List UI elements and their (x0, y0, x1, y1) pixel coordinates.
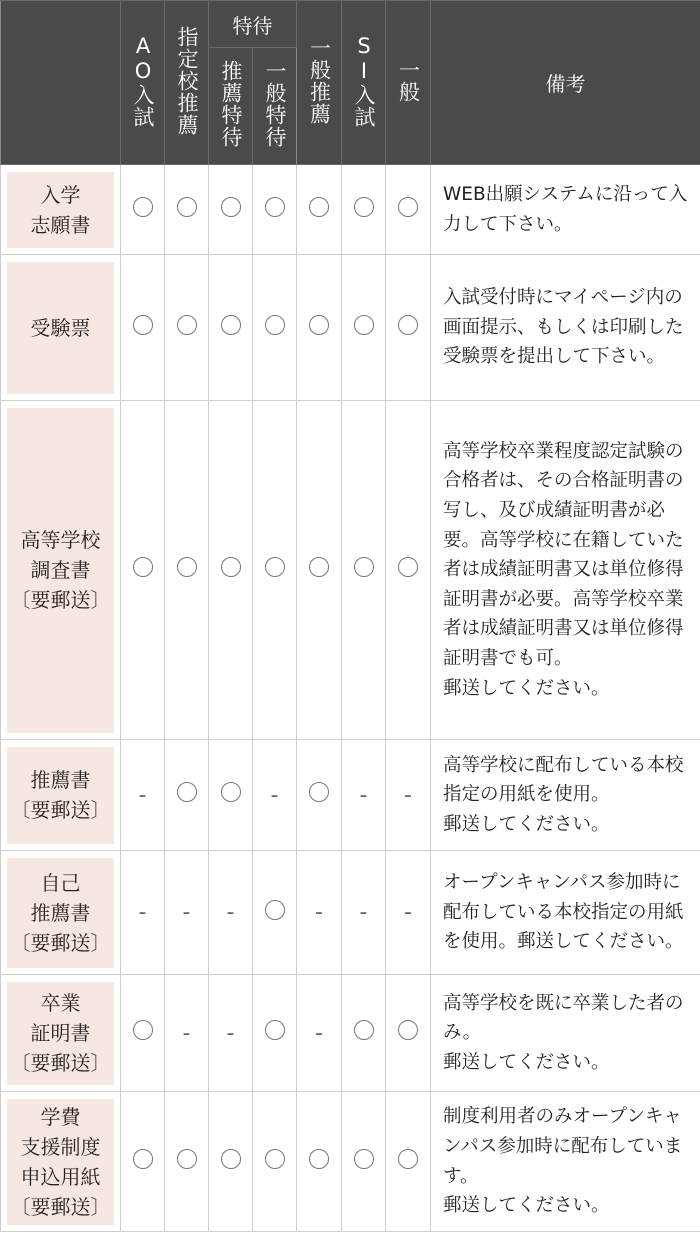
document-name-cell (1, 740, 121, 851)
document-name: 入学 志願書 (7, 172, 114, 248)
circle-icon (309, 197, 329, 217)
circle-icon (265, 1149, 285, 1169)
header-remarks: 備考 (431, 1, 700, 165)
document-name-cell (1, 975, 121, 1092)
circle-icon (309, 782, 329, 802)
required-circle-mark (253, 851, 297, 975)
not-required-dash-mark: - (209, 851, 253, 975)
document-name-cell (1, 1092, 121, 1232)
not-required-dash-mark: - (297, 851, 342, 975)
required-circle-mark (121, 1092, 165, 1232)
circle-icon (221, 197, 241, 217)
circle-icon (398, 197, 418, 217)
not-required-dash-mark: - (121, 740, 165, 851)
circle-icon (309, 1149, 329, 1169)
header-ao: AO入試 (121, 1, 165, 165)
not-required-dash-mark: - (386, 740, 431, 851)
table-row (1, 975, 700, 1092)
table-row (1, 401, 700, 740)
circle-icon (265, 197, 285, 217)
header-item-blank (1, 1, 121, 165)
document-name-cell (1, 851, 121, 975)
circle-icon (177, 1149, 197, 1169)
required-circle-mark (209, 401, 253, 740)
required-circle-mark (121, 255, 165, 401)
circle-icon (398, 1020, 418, 1040)
circle-icon (265, 900, 285, 920)
circle-icon (354, 197, 374, 217)
required-circle-mark (253, 255, 297, 401)
circle-icon (265, 557, 285, 577)
table-row (1, 165, 700, 255)
required-circle-mark (121, 401, 165, 740)
required-circle-mark (386, 1092, 431, 1232)
remarks-cell: オープンキャンパス参加時に配布している本校指定の用紙を使用。郵送してください。 (431, 851, 700, 975)
required-circle-mark (297, 1092, 342, 1232)
header-ippan-suisen: 一般推薦 (297, 1, 342, 165)
remarks-cell: 制度利用者のみオープンキャンパス参加時に配布しています。 郵送してください。 (431, 1092, 700, 1232)
required-circle-mark (209, 255, 253, 401)
required-circle-mark (165, 1092, 209, 1232)
header-shitei: 指定校推薦 (165, 1, 209, 165)
circle-icon (265, 1020, 285, 1040)
table-body (1, 165, 700, 1232)
not-required-dash-mark: - (253, 740, 297, 851)
document-name: 高等学校 調査書 〔要郵送〕 (7, 408, 114, 733)
required-circle-mark (342, 401, 386, 740)
not-required-dash-mark: - (342, 851, 386, 975)
not-required-dash-mark: - (165, 851, 209, 975)
not-required-dash-mark: - (297, 975, 342, 1092)
header-tokutai-suisen: 推薦特待 (209, 48, 253, 165)
circle-icon (133, 315, 153, 335)
table-row (1, 255, 700, 401)
circle-icon (354, 315, 374, 335)
required-circle-mark (121, 165, 165, 255)
circle-icon (177, 197, 197, 217)
required-circle-mark (165, 740, 209, 851)
circle-icon (398, 557, 418, 577)
circle-icon (265, 315, 285, 335)
remarks-cell: 入試受付時にマイページ内の画面提示、もしくは印刷した受験票を提出して下さい。 (431, 255, 700, 401)
circle-icon (309, 315, 329, 335)
circle-icon (398, 1149, 418, 1169)
required-circle-mark (209, 1092, 253, 1232)
header-tokutai-group: 特待 (209, 1, 297, 48)
circle-icon (221, 1149, 241, 1169)
circle-icon (177, 315, 197, 335)
circle-icon (354, 1020, 374, 1040)
required-circle-mark (253, 1092, 297, 1232)
circle-icon (398, 315, 418, 335)
circle-icon (221, 557, 241, 577)
required-circle-mark (297, 401, 342, 740)
circle-icon (133, 557, 153, 577)
required-circle-mark (209, 165, 253, 255)
required-circle-mark (209, 740, 253, 851)
document-name: 自己 推薦書 〔要郵送〕 (7, 858, 114, 968)
required-circle-mark (297, 165, 342, 255)
circle-icon (221, 782, 241, 802)
document-name: 学費 支援制度 申込用紙 〔要郵送〕 (7, 1099, 114, 1225)
document-name-cell (1, 165, 121, 255)
remarks-cell: 高等学校卒業程度認定試験の合格者は、その合格証明書の写し、及び成績証明書が必要。高等学校に在籍していた者は成績証明書又は単位修得証明書が必要。高等学校卒業者は成績証明書又は単位修得証明書でも可。 郵送してください。 (431, 401, 700, 740)
required-circle-mark (342, 975, 386, 1092)
not-required-dash-mark: - (121, 851, 165, 975)
required-circle-mark (253, 165, 297, 255)
required-circle-mark (342, 165, 386, 255)
header-tokutai-ippan: 一般特待 (253, 48, 297, 165)
circle-icon (133, 197, 153, 217)
circle-icon (177, 782, 197, 802)
circle-icon (221, 315, 241, 335)
document-name: 卒業 証明書 〔要郵送〕 (7, 982, 114, 1085)
header-ippan: 一般 (386, 1, 431, 165)
document-name-cell (1, 255, 121, 401)
not-required-dash-mark: - (165, 975, 209, 1092)
circle-icon (133, 1020, 153, 1040)
document-name: 受験票 (7, 262, 114, 394)
required-circle-mark (253, 975, 297, 1092)
not-required-dash-mark: - (386, 851, 431, 975)
header-si: SI入試 (342, 1, 386, 165)
circle-icon (354, 557, 374, 577)
required-circle-mark (386, 401, 431, 740)
required-circle-mark (342, 255, 386, 401)
required-circle-mark (121, 975, 165, 1092)
table-header (1, 1, 700, 165)
circle-icon (309, 557, 329, 577)
required-circle-mark (386, 975, 431, 1092)
table-row (1, 740, 700, 851)
not-required-dash-mark: - (209, 975, 253, 1092)
remarks-cell: 高等学校に配布している本校指定の用紙を使用。 郵送してください。 (431, 740, 700, 851)
circle-icon (177, 557, 197, 577)
required-circle-mark (165, 255, 209, 401)
circle-icon (354, 1149, 374, 1169)
required-circle-mark (165, 165, 209, 255)
circle-icon (133, 1149, 153, 1169)
required-circle-mark (253, 401, 297, 740)
required-circle-mark (297, 255, 342, 401)
table-row (1, 1092, 700, 1232)
document-name-cell (1, 401, 121, 740)
required-circle-mark (297, 740, 342, 851)
required-circle-mark (165, 401, 209, 740)
required-circle-mark (342, 1092, 386, 1232)
document-name: 推薦書 〔要郵送〕 (7, 747, 114, 844)
not-required-dash-mark: - (342, 740, 386, 851)
required-circle-mark (386, 255, 431, 401)
required-circle-mark (386, 165, 431, 255)
table-row (1, 851, 700, 975)
remarks-cell: 高等学校を既に卒業した者のみ。 郵送してください。 (431, 975, 700, 1092)
remarks-cell: WEB出願システムに沿って入力して下さい。 (431, 165, 700, 255)
